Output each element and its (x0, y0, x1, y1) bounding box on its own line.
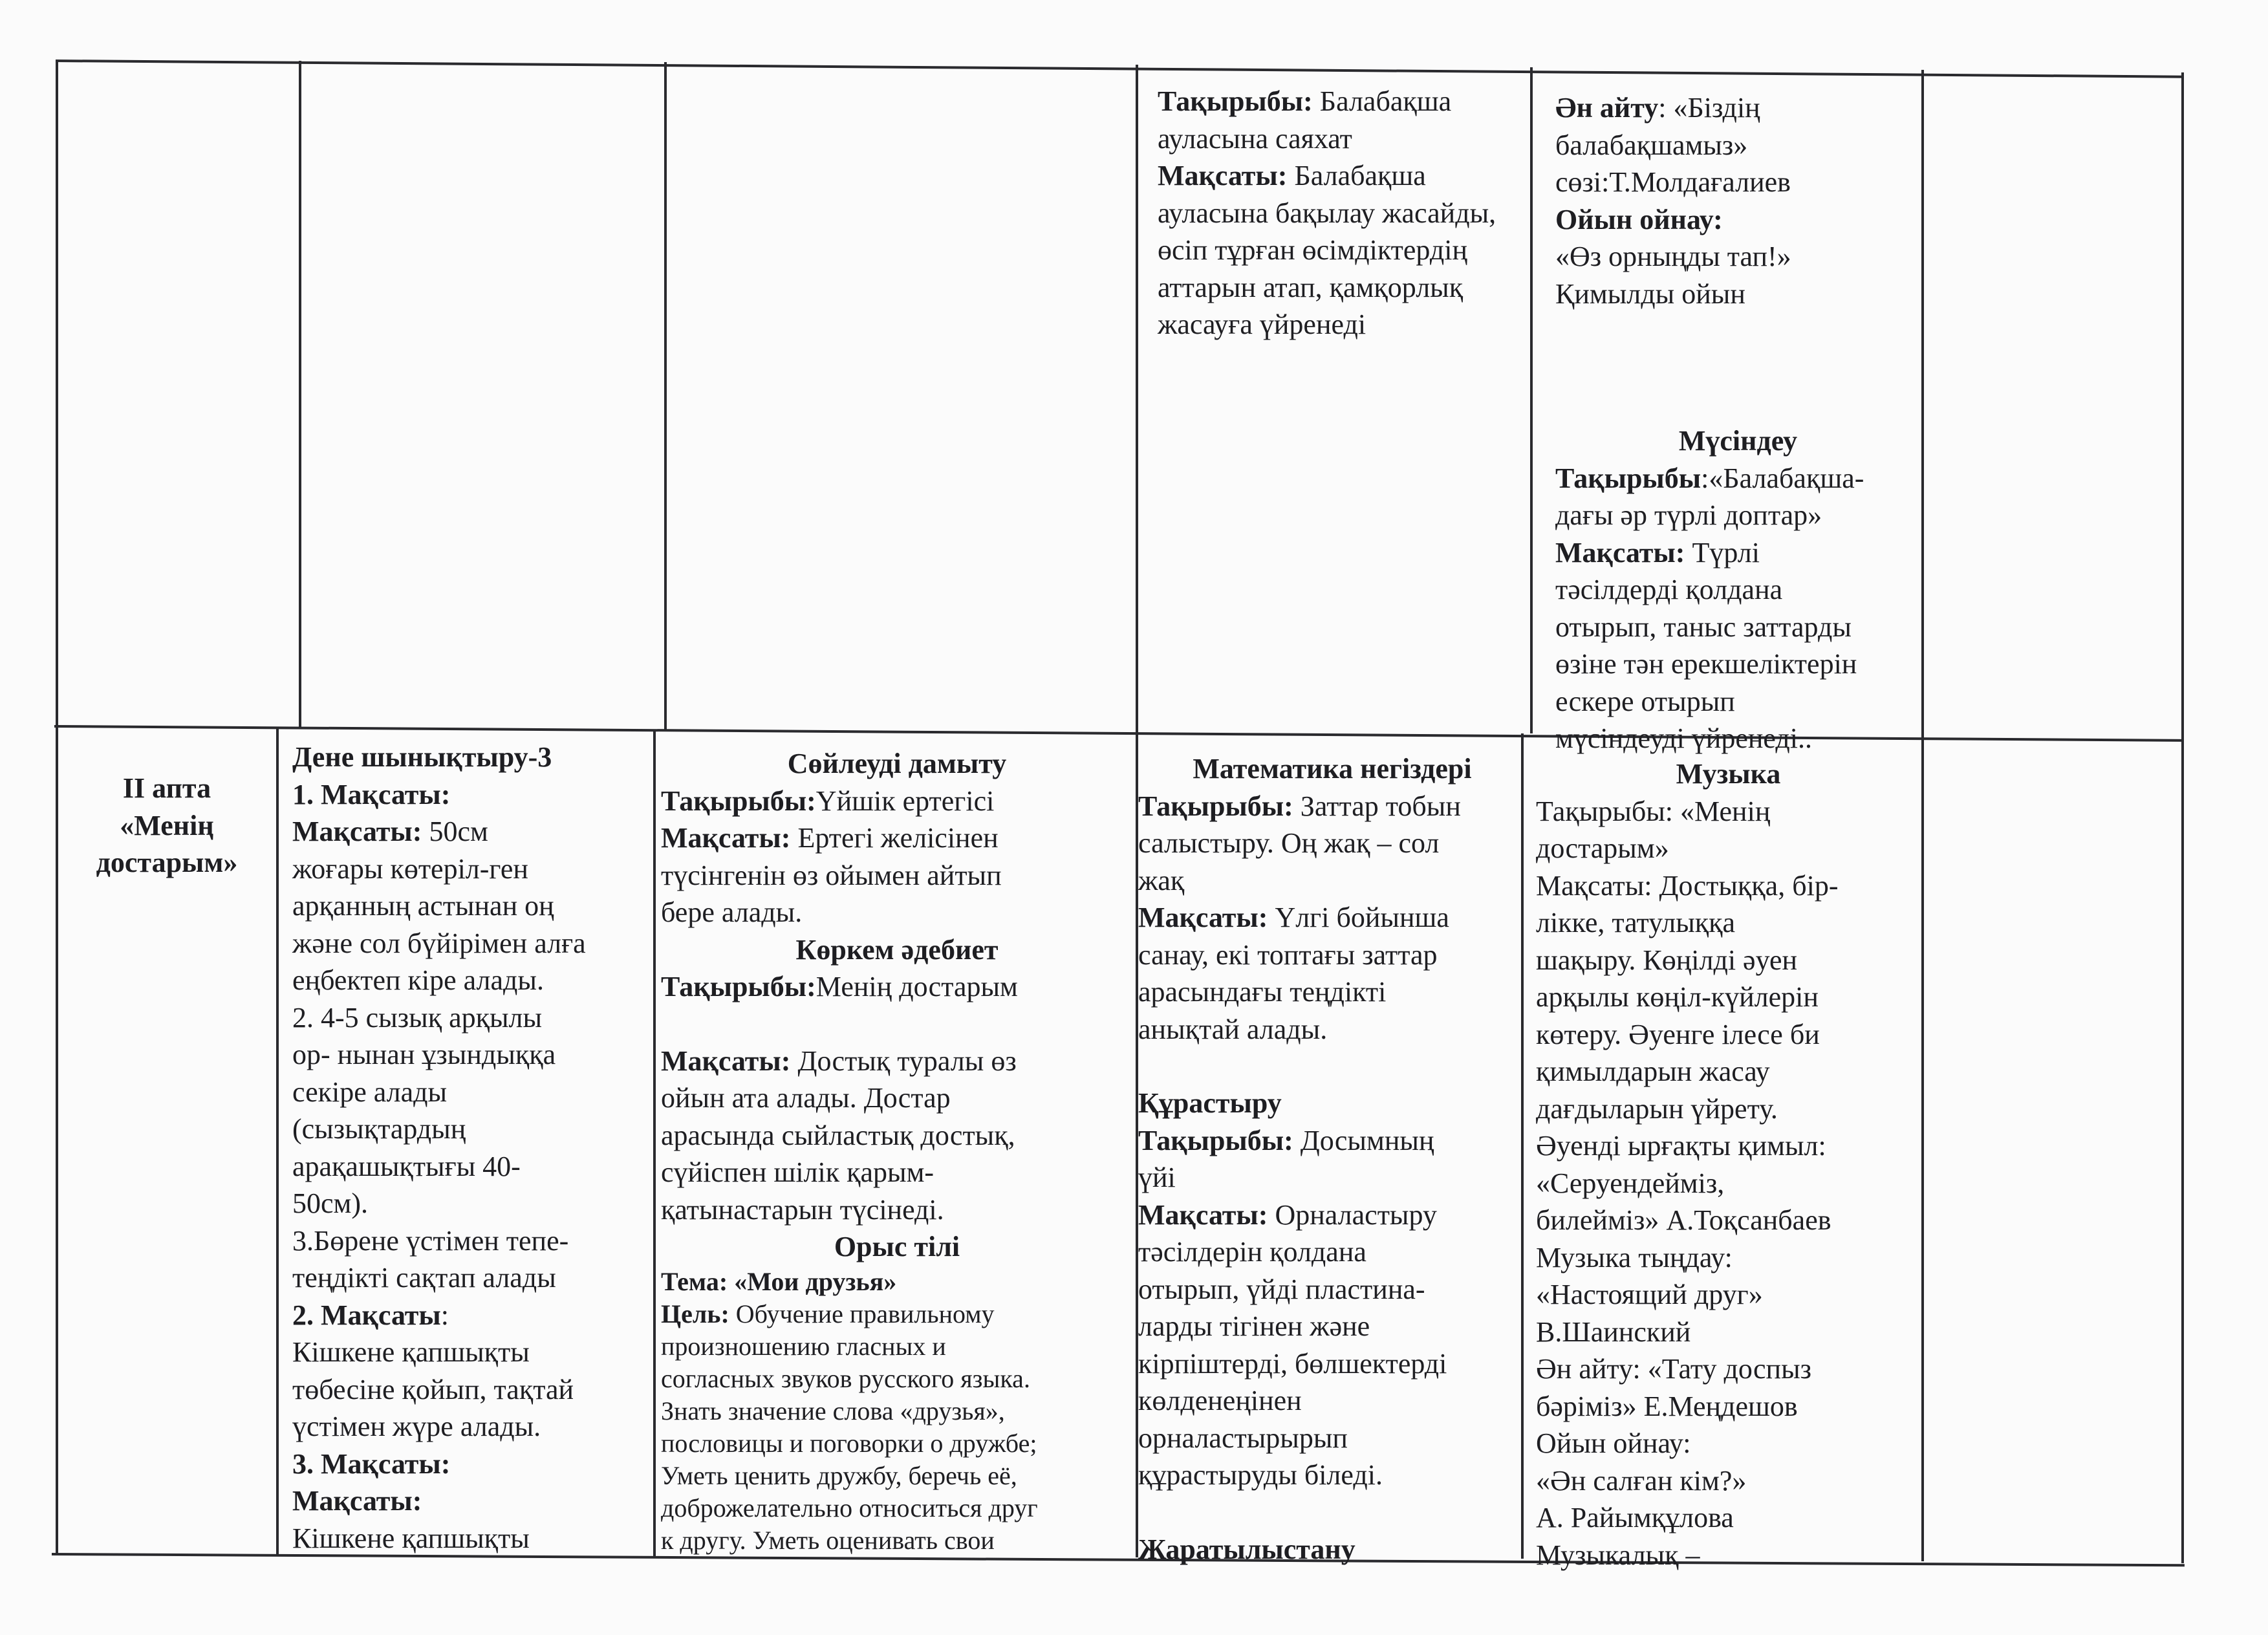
text-line (1138, 1456, 1526, 1494)
table-border-right (2181, 72, 2184, 1563)
text-line (292, 850, 651, 888)
text-line-bold: Мақсаты: (661, 1045, 791, 1077)
text-line (1555, 276, 1921, 313)
text-line-normal: : «Біздің (1658, 92, 1760, 124)
text-line (661, 819, 1133, 857)
text-line-normal: Ойын ойнау: (1536, 1427, 1691, 1459)
text-line-normal: санау, екі топтағы заттар (1138, 938, 1438, 971)
text-line (661, 1266, 1133, 1298)
text-line-normal: тәсілдерді қолдана (1555, 574, 1783, 605)
text-line-normal: қатынастарын түсінеді. (661, 1193, 944, 1226)
text-line (661, 1298, 1133, 1330)
table-border-top (56, 60, 2183, 78)
text-line-normal: Үйшік ертегісі (815, 785, 995, 817)
text-line (1138, 1196, 1526, 1234)
text-line-normal: Балабақша (1287, 160, 1426, 191)
table-col-divider-1b (276, 728, 279, 1555)
text-line-normal: ойын ата алады. Достар (661, 1082, 951, 1114)
row1-col5-heading: Мүсіндеу (1678, 425, 1798, 457)
text-line-normal: салыстыру. Оң жақ – сол (1138, 827, 1440, 859)
text-line-normal: бере алады. (661, 896, 803, 928)
text-line-normal: доброжелательно относиться друг (661, 1493, 1038, 1522)
text-line (1536, 1350, 1921, 1388)
text-line (1555, 609, 1921, 646)
text-line-normal: тәсілдерін қолдана (1138, 1236, 1366, 1268)
text-line-normal: Балабақша (1312, 85, 1452, 117)
text-line (1536, 793, 1921, 830)
text-line-normal: орналастырырып (1138, 1422, 1348, 1454)
text-line (292, 1222, 651, 1260)
text-line-normal: 50см (422, 816, 488, 847)
text-line-bold: Цель: (661, 1299, 729, 1328)
text-line-normal: Знать значение слова «друзья», (661, 1396, 1005, 1425)
text-line-normal: Досымның (1293, 1124, 1434, 1156)
text-line (1138, 862, 1526, 900)
text-line-normal: сүйіспен шілік қарым- (661, 1156, 934, 1188)
row2-col4-heading-1: Математика негіздері (1193, 753, 1472, 785)
text-line-normal: «Ән салған кім?» (1536, 1464, 1747, 1497)
row2-col3-block-2 (661, 968, 1133, 1006)
text-line-normal: 50см). (292, 1187, 369, 1219)
text-line-bold: Мақсаты: (292, 816, 422, 847)
text-line (1555, 201, 1921, 239)
text-line (1555, 534, 1921, 572)
text-line (1138, 1085, 1526, 1122)
text-line-normal: Музыка тыңдау: (1536, 1241, 1733, 1273)
text-line-normal: В.Шаинский (1536, 1316, 1691, 1348)
text-line-normal: жоғары көтеріл-ген (292, 852, 528, 885)
text-line (1536, 1127, 1921, 1165)
text-line (1536, 1388, 1921, 1425)
text-line-normal: пословицы и поговорки о дружбе; (661, 1428, 1037, 1458)
text-line-normal: Орналастыру (1268, 1198, 1437, 1231)
table-col-divider-2b (653, 731, 656, 1556)
text-line-bold: Мақсаты: (1158, 160, 1288, 191)
text-line-normal: произношению гласных и (661, 1331, 946, 1361)
text-line-normal: балабақшамыз» (1555, 129, 1748, 161)
text-line (1536, 1537, 1921, 1574)
row2-col4-cell (1138, 750, 1526, 1565)
text-line-bold: 2. Мақсаты (292, 1299, 441, 1331)
text-line (292, 1520, 651, 1557)
text-line-normal: билейміз» А.Тоқсанбаев (1536, 1204, 1831, 1236)
row2-col5-block-1 (1536, 793, 1921, 1574)
text-line (661, 1330, 1133, 1363)
text-line-normal: және сол бүйірімен алға (292, 927, 586, 959)
table-col-divider-1 (299, 61, 301, 728)
row2-col3-block-1 (661, 783, 1133, 931)
text-line (1536, 1090, 1921, 1128)
text-line-normal: арқанның астынан оң (292, 890, 554, 922)
text-line-normal: арақашықтығы 40- (292, 1150, 521, 1182)
text-line-bold: Мақсаты: (661, 822, 791, 854)
text-line (1536, 942, 1921, 979)
text-line-normal: дағы әр түрлі доптар» (1555, 499, 1822, 531)
text-line-normal: Кішкене қапшықты (292, 1336, 530, 1368)
text-line (1555, 683, 1921, 720)
text-line-normal: сөзі:Т.Молдағалиев (1555, 166, 1791, 198)
text-line-normal: «Серуендейміз, (1536, 1167, 1725, 1199)
text-line (1536, 1462, 1921, 1500)
text-line (1158, 83, 1526, 120)
text-line (292, 1371, 651, 1409)
row1-col5-cell (1555, 89, 1921, 754)
text-line (292, 925, 651, 962)
text-line (1138, 1159, 1526, 1196)
text-line-normal: (сызықтардың (292, 1113, 466, 1145)
text-line (1158, 269, 1526, 307)
text-line (292, 813, 651, 850)
text-line-normal: Әуенді ырғақты қимыл: (1536, 1130, 1826, 1162)
text-line-normal: А. Райымқұлова (1536, 1502, 1734, 1533)
text-line-bold: Тақырыбы (1555, 462, 1701, 494)
text-line-normal: ор- нынан ұзындыққа (292, 1039, 556, 1070)
text-line (292, 1334, 651, 1371)
text-line (292, 1185, 651, 1222)
text-line-normal: Заттар тобын (1293, 790, 1461, 822)
row2-col3-heading-3: Орыс тілі (834, 1231, 960, 1262)
text-line-normal: аттарын атап, қамқорлық (1158, 271, 1463, 303)
text-line-normal: к другу. Уметь оценивать свои (661, 1525, 995, 1555)
text-line (661, 1363, 1133, 1395)
text-line (292, 1074, 651, 1111)
row1-col4-cell (1158, 83, 1526, 341)
text-line-normal: Ертегі желісінен (790, 822, 999, 854)
text-line (1536, 1016, 1921, 1054)
row1-col5-bottom-lines (1555, 460, 1921, 757)
text-line-normal: отырып, үйді пластина- (1138, 1273, 1425, 1305)
text-line (292, 1110, 651, 1148)
text-line (661, 1117, 1133, 1154)
text-line (1138, 1011, 1526, 1048)
text-line (292, 739, 651, 776)
row2-col4-block-3 (1138, 1531, 1526, 1568)
table-col-divider-5 (1921, 70, 1924, 1561)
text-line (1138, 1531, 1526, 1568)
text-line-normal: Кішкене қапшықты (292, 1522, 530, 1554)
text-line-bold: Ойын ойнау: (1555, 203, 1723, 235)
row2-col3-block-4 (661, 1266, 1133, 1557)
text-line-normal: көтеру. Әуенге ілесе би (1536, 1018, 1820, 1050)
text-line-normal: қимылдарын жасау (1536, 1056, 1770, 1087)
text-line (1158, 157, 1526, 195)
text-line (1536, 979, 1921, 1016)
text-line (1158, 120, 1526, 158)
text-line-normal: арқылы көңіл-күйлерін (1536, 981, 1819, 1013)
text-line-normal: жасауға үйренеді (1158, 309, 1366, 340)
text-line-normal: ауласына бақылау жасайды, (1158, 197, 1496, 229)
text-line-normal: түсінгенін өз ойымен айтып (661, 859, 1002, 891)
text-line (1555, 89, 1921, 127)
text-line (1555, 571, 1921, 609)
text-line (661, 857, 1133, 894)
text-line (1158, 306, 1526, 343)
text-line (1138, 788, 1526, 825)
text-line-bold: Құрастыру (1138, 1087, 1282, 1119)
text-line-normal: отырып, таныс заттарды (1555, 611, 1852, 643)
text-line (292, 887, 651, 925)
row2-week-cell (59, 770, 274, 899)
text-line (1536, 1314, 1921, 1351)
text-line-normal: согласных звуков русского языка. (661, 1363, 1030, 1393)
text-line (1536, 1239, 1921, 1277)
text-line (1138, 825, 1526, 862)
text-line-normal: еңбектеп кіре алады. (292, 964, 544, 996)
text-line (661, 1524, 1133, 1557)
text-line-normal: арасындағы теңдікті (1138, 976, 1387, 1008)
text-line (661, 783, 1133, 820)
text-line-normal: Мақсаты: Достыққа, бір- (1536, 869, 1839, 902)
text-line (1138, 899, 1526, 937)
text-line (292, 1446, 651, 1483)
table-col-divider-4 (1530, 67, 1533, 733)
text-line (661, 1492, 1133, 1524)
text-line (661, 968, 1133, 1006)
text-line-normal: үйі (1138, 1162, 1176, 1193)
text-line-normal: Музыкалық – (1536, 1539, 1700, 1571)
text-line-bold: Тақырыбы: (661, 971, 816, 1002)
text-line-normal: 3.Бөрене үстімен тепе- (292, 1224, 569, 1257)
text-line-bold: Тақырыбы: (1158, 85, 1313, 117)
text-line (1138, 1122, 1526, 1160)
text-line (1555, 460, 1921, 497)
text-line (1555, 497, 1921, 534)
text-line-normal: Ән айту: «Тату доспыз (1536, 1353, 1812, 1385)
text-line (292, 1036, 651, 1074)
text-line-normal: дағдыларын үйрету. (1536, 1092, 1778, 1125)
text-line (292, 1148, 651, 1186)
text-line (1138, 1308, 1526, 1345)
text-line-normal: көлденеңінен (1138, 1385, 1302, 1416)
row2-col4-block-1 (1138, 788, 1526, 1048)
text-line-normal: өсіп тұрған өсімдіктердің (1158, 234, 1467, 266)
text-line (1158, 232, 1526, 269)
text-line-normal: «Настоящий друг» (1536, 1279, 1763, 1310)
text-line (1536, 904, 1921, 942)
text-line (661, 1427, 1133, 1460)
text-line-bold: Тема: «Мои друзья» (661, 1266, 897, 1296)
text-line-normal: анықтай алады. (1138, 1013, 1328, 1045)
text-line (661, 1395, 1133, 1427)
text-line (1536, 1165, 1921, 1202)
text-line-bold: 3. Мақсаты: (292, 1447, 451, 1480)
table-col-divider-2 (664, 62, 667, 731)
text-line-normal: үстімен жүре алады. (292, 1411, 541, 1442)
text-line-normal: ларды тігінен және (1138, 1310, 1370, 1342)
text-line-normal: теңдікті сақтап алады (292, 1262, 556, 1294)
text-line (1536, 1053, 1921, 1090)
row2-col3-heading-2: Көркем әдебиет (795, 933, 999, 966)
text-line-bold: Тақырыбы: (661, 785, 816, 817)
text-line (661, 1079, 1133, 1117)
row1-col4-lines (1158, 83, 1526, 343)
text-line (1536, 1425, 1921, 1462)
text-line (661, 1154, 1133, 1191)
text-line-normal: төбесіне қойып, тақтай (292, 1373, 574, 1405)
text-line (292, 962, 651, 999)
text-line (292, 999, 651, 1037)
text-line-normal: секіре алады (292, 1076, 448, 1108)
row2-col5-cell (1536, 755, 1921, 1571)
text-line-bold: Мақсаты: (292, 1485, 422, 1517)
text-line (1536, 1202, 1921, 1239)
row2-col3-cell (661, 745, 1133, 1556)
text-line (1138, 937, 1526, 974)
text-line-bold: Мақсаты: (1555, 536, 1685, 568)
text-line (1536, 1499, 1921, 1537)
text-line-normal: мүсіндеуді үйренеді.. (1555, 722, 1812, 754)
text-line (1536, 867, 1921, 905)
text-line (1555, 127, 1921, 164)
row2-col2-cell (292, 739, 651, 1554)
text-line (1138, 973, 1526, 1011)
text-line (1138, 1382, 1526, 1420)
week-theme-line2: достарым» (96, 847, 238, 878)
week-theme-line1: «Менің (120, 809, 214, 841)
text-line-normal: достарым» (1536, 832, 1669, 864)
text-line (1555, 720, 1921, 757)
text-line (1138, 1420, 1526, 1457)
text-line-normal: кірпіштерді, бөлшектерді (1138, 1347, 1447, 1380)
text-line (1555, 645, 1921, 683)
text-line-normal: құрастыруды біледі. (1138, 1459, 1383, 1491)
text-line (292, 1408, 651, 1446)
text-line-normal: Менің достарым (815, 971, 1018, 1002)
text-line (1138, 1271, 1526, 1308)
text-line-normal: Қимылды ойын (1555, 277, 1745, 310)
text-line-normal: ауласына саяхат (1158, 122, 1352, 155)
text-line (661, 894, 1133, 931)
text-line (292, 776, 651, 814)
text-line-bold: Мақсаты: (1138, 1198, 1268, 1231)
text-line-normal: лікке, татулыққа (1536, 907, 1736, 938)
text-line (1555, 238, 1921, 276)
text-line-normal: бәріміз» Е.Меңдешов (1536, 1390, 1798, 1422)
text-line-bold: Тақырыбы: (1138, 1124, 1293, 1156)
text-line-normal: :«Балабақша- (1701, 462, 1864, 494)
text-line-bold: Мақсаты: (1138, 902, 1268, 933)
text-line-bold: 1. Мақсаты: (292, 778, 451, 810)
text-line (292, 1297, 651, 1334)
text-line-normal: : (440, 1299, 449, 1331)
text-line-normal: жақ (1138, 864, 1185, 896)
row2-col3-heading-1: Сөйлеуді дамыту (787, 748, 1007, 779)
text-line-bold: Жаратылыстану (1138, 1533, 1355, 1565)
text-line-normal: «Өз орныңды тап!» (1555, 241, 1791, 272)
text-line-normal: Тақырыбы: «Менің (1536, 795, 1771, 827)
text-line-normal: арасында сыйластық достық, (661, 1119, 1015, 1151)
text-line-normal: шақыру. Көңілді әуен (1536, 944, 1798, 976)
text-line (1158, 195, 1526, 232)
text-line-normal: Обучение правильному (729, 1299, 995, 1328)
text-line-normal: Уметь ценить дружбу, беречь её, (661, 1460, 1017, 1490)
row2-col3-block-3 (661, 1043, 1133, 1229)
text-line-bold: Ән айту (1555, 92, 1659, 124)
text-line (292, 1259, 651, 1297)
text-line (661, 1043, 1133, 1080)
row2-col5-heading-1: Музыка (1676, 758, 1781, 790)
text-line (292, 1482, 651, 1520)
text-line (1536, 1276, 1921, 1314)
text-line (1555, 164, 1921, 201)
row1-col5-top-lines (1555, 89, 1921, 312)
text-line-normal: өзіне тән ерекшеліктерін (1555, 648, 1857, 680)
text-line (661, 1460, 1133, 1492)
table-border-left (56, 60, 58, 1554)
text-line-normal: Үлгі бойынша (1268, 902, 1449, 933)
row2-col2-lines (292, 739, 651, 1557)
row2-col4-block-2 (1138, 1085, 1526, 1494)
week-label: II апта (122, 772, 211, 804)
text-line (1138, 1345, 1526, 1383)
text-line-normal: 2. 4-5 сызық арқылы (292, 1001, 543, 1034)
text-line-bold: Тақырыбы: (1138, 790, 1293, 822)
text-line (1138, 1233, 1526, 1271)
text-line-normal: ескере отырып (1555, 685, 1735, 717)
text-line-normal: Түрлі (1685, 536, 1760, 568)
text-line (661, 1191, 1133, 1229)
text-line (1536, 830, 1921, 867)
text-line-bold: Дене шынықтыру-3 (292, 741, 552, 773)
text-line-normal: Достық туралы өз (790, 1045, 1017, 1077)
